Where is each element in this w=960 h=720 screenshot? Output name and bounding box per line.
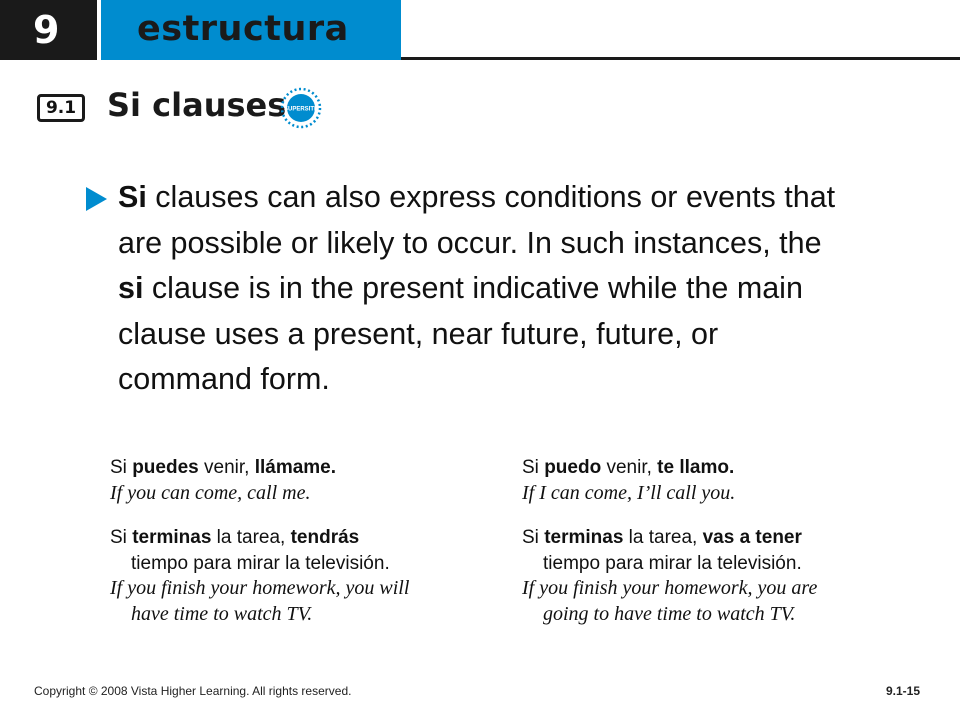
section-number: 9.1 — [45, 98, 77, 118]
chapter-title: estructura — [137, 9, 349, 49]
bullet-si-bold: Si — [118, 180, 147, 214]
example-left-2: Si terminas la tarea, tendrás tiempo para mirar la televisión. If you finish your homework, you will have time to watch TV. — [110, 527, 410, 625]
chapter-title-block — [101, 0, 401, 60]
chapter-number-block — [0, 0, 97, 60]
chapter-number: 9 — [33, 8, 60, 52]
example-right-1: Si puedo venir, te llamo. If I can come, I’ll call you. — [522, 455, 735, 506]
supersite-logo — [279, 86, 347, 130]
bullet-text-part1: clauses can also express conditions or events that are possible or likely to occur. In such instances, the — [118, 180, 836, 260]
example-right-1-translation: If I can come, I’ll call you. — [522, 481, 736, 504]
example-right-2: Si terminas la tarea, vas a tener tiempo para mirar la televisión. If you finish your homework, you are going to have time to watch TV. — [522, 527, 818, 625]
example-left-1-translation: If you can come, call me. — [110, 481, 311, 504]
bullet-text-part2: clause is in the present indicative while the main clause uses a present, near future, future, or command form. — [118, 271, 803, 396]
bullet-arrow-icon — [86, 187, 107, 211]
header-rule — [401, 57, 960, 60]
section-number-badge — [37, 94, 85, 122]
supersite-logo-text: SUPERSITE — [283, 106, 319, 113]
bullet-si-bold-2: si — [118, 271, 144, 305]
bullet-text — [118, 175, 838, 403]
section-title: Si clauses — [107, 86, 287, 124]
footer-copyright: Copyright © 2008 Vista Higher Learning. All rights reserved. — [34, 684, 352, 698]
footer-slide-number: 9.1-15 — [886, 684, 921, 698]
example-left-1: Si puedes venir, llámame. If you can come, call me. — [110, 455, 336, 506]
